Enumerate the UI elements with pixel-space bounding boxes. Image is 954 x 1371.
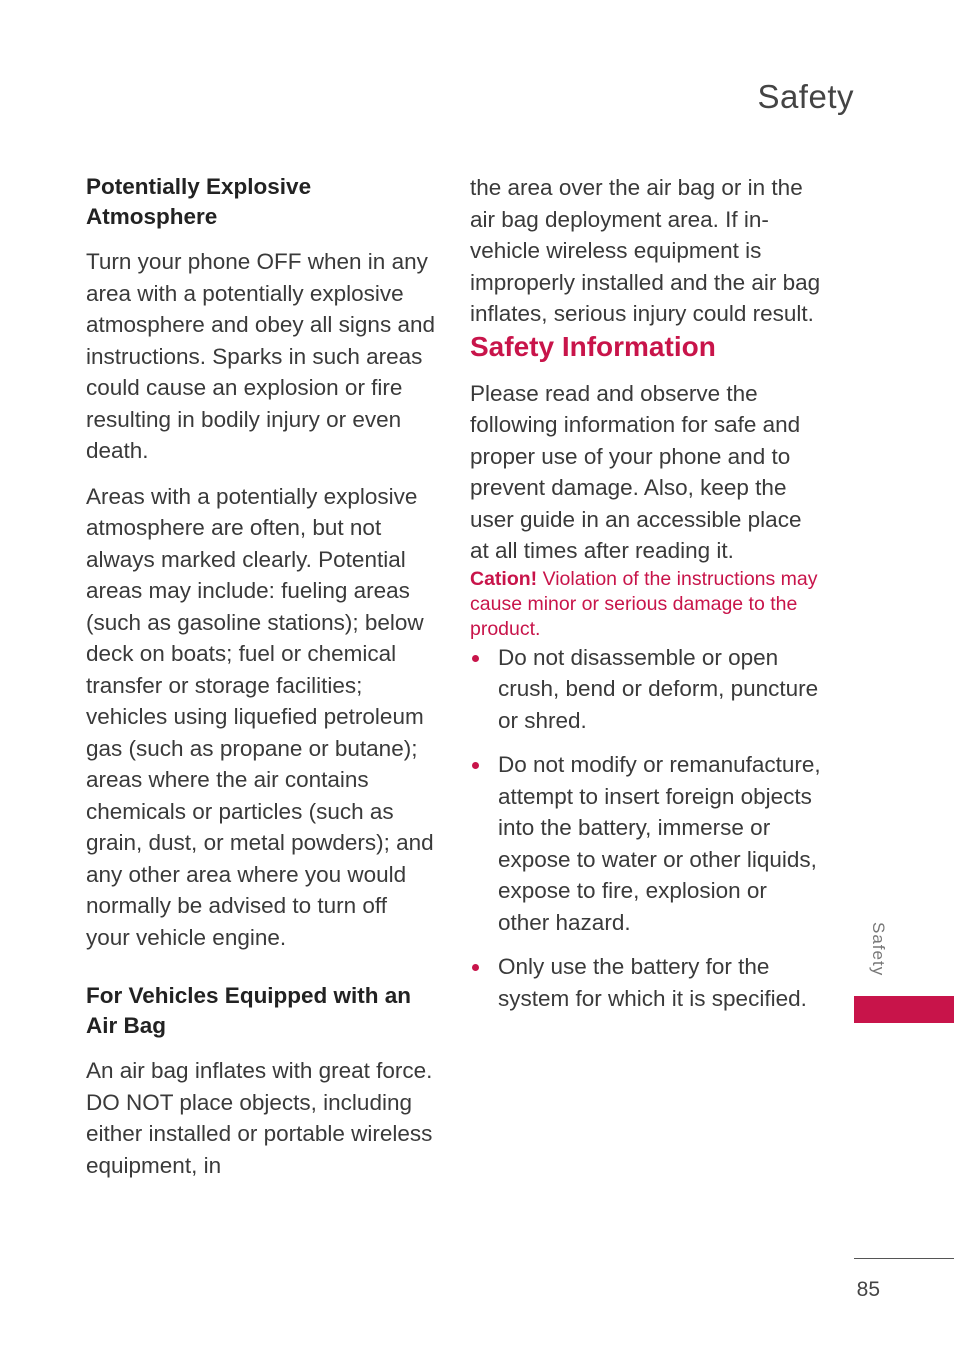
paragraph-safety-intro: Please read and observe the following information for safe and proper use of your phone and to prevent damage. Also, keep the user guide in an accessible place at all times after reading it. bbox=[470, 380, 802, 563]
section-heading-explosive-atmosphere: Potentially Explosive Atmosphere bbox=[86, 174, 312, 229]
safety-bullet-list bbox=[470, 642, 822, 1015]
bullet-dot-icon bbox=[472, 964, 479, 971]
list-item bbox=[470, 642, 822, 737]
paragraph-explosive-areas: Areas with a potentially explosive atmosphere are often, but not always marked clearly. Potential areas may include: fueling areas (such as gasoline stations); below deck on boats; fuel or chemical transfer or storage facilities; vehicles using liquefied petroleum gas (such as propane or butane); areas where the air contains chemicals or particles (such as grain, dust, or metal powders); and any other area where you would normally be advised to turn off your vehicle engine. bbox=[86, 483, 434, 950]
caution-label: Cation! bbox=[470, 567, 538, 590]
side-tab-marker bbox=[854, 996, 954, 1023]
page-number: 85 bbox=[856, 1278, 880, 1301]
list-item-text: Do not disassemble or open crush, bend or deform, puncture or shred. bbox=[498, 644, 819, 733]
bullet-dot-icon bbox=[472, 655, 479, 662]
caution-note bbox=[470, 567, 822, 642]
paragraph-air-bag: An air bag inflates with great force. DO NOT place objects, including either installed or portable wireless equipment, in bbox=[86, 1058, 433, 1178]
list-item-text: Only use the battery for the system for which it is specified. bbox=[498, 954, 807, 1011]
page-title: Safety bbox=[757, 78, 854, 115]
section-heading-air-bag: For Vehicles Equipped with an Air Bag bbox=[86, 983, 412, 1038]
list-item bbox=[470, 951, 822, 1014]
footer-divider bbox=[854, 1258, 954, 1259]
caution-text: Violation of the instructions may cause minor or serious damage to the product. bbox=[470, 567, 818, 640]
list-item-text: Do not modify or remanufacture, attempt to insert foreign objects into the battery, immerse or expose to water or other liquids, expose to fire, explosion or other hazard. bbox=[498, 752, 821, 935]
bullet-dot-icon bbox=[472, 762, 479, 769]
left-column bbox=[86, 172, 436, 1181]
list-item bbox=[470, 749, 822, 938]
section-heading-safety-information: Safety Information bbox=[470, 330, 716, 362]
paragraph-turn-phone-off: Turn your phone OFF when in any area with a potentially explosive atmosphere and obey all signs and instructions. Sparks in such areas could cause an explosion or fire resulting in bodily injury or even death. bbox=[86, 249, 435, 463]
side-tab-label: Safety bbox=[869, 922, 888, 977]
paragraph-air-bag-continued: the area over the air bag or in the air bag deployment area. If in-vehicle wireless equipment is improperly installed and the air bag inflates, serious injury could result. bbox=[470, 175, 821, 326]
right-column bbox=[470, 172, 822, 1014]
